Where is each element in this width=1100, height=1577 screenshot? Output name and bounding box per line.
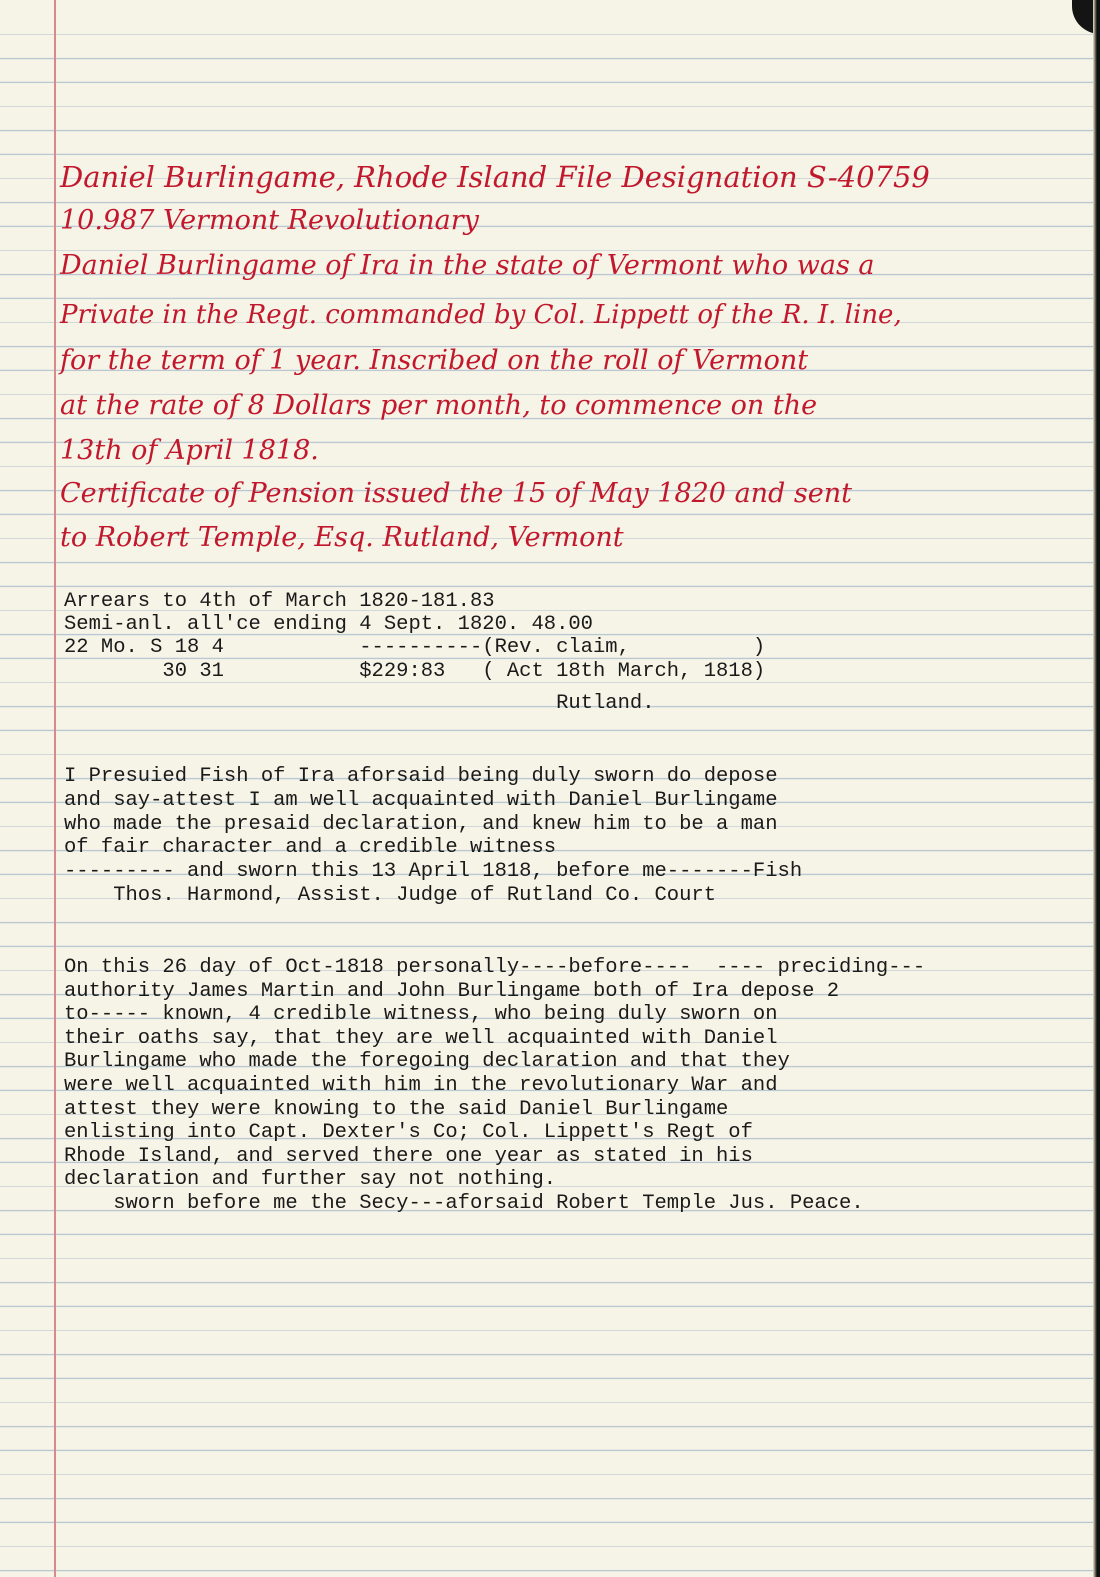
handwritten-line: at the rate of 8 Dollars per month, to commence on the xyxy=(60,390,818,421)
typed-line: I Presuied Fish of Ira aforsaid being duly sworn do depose xyxy=(64,765,778,788)
typed-line: authority James Martin and John Burlingame both of Ira depose 2 xyxy=(64,980,840,1003)
typed-line: were well acquainted with him in the revolutionary War and xyxy=(64,1074,778,1097)
typed-line: --------- and sworn this 13 April 1818, before me-------Fish xyxy=(64,860,803,883)
typed-line: On this 26 day of Oct-1818 personally----before---- ---- preciding--- xyxy=(64,956,926,979)
handwritten-line: 13th of April 1818. xyxy=(60,435,319,466)
typed-line: of fair character and a credible witness xyxy=(64,836,557,859)
handwritten-line: 10.987 Vermont Revolutionary xyxy=(60,205,479,236)
handwritten-line: Private in the Regt. commanded by Col. Lippett of the R. I. line, xyxy=(60,300,902,330)
typed-line: Rhode Island, and served there one year as stated in his xyxy=(64,1145,753,1168)
typed-line: Arrears to 4th of March 1820-181.83 xyxy=(64,590,495,613)
typed-line: their oaths say, that they are well acquainted with Daniel xyxy=(64,1027,778,1050)
handwritten-heading: Daniel Burlingame, Rhode Island File Designation S-40759 xyxy=(60,160,930,194)
typed-line: and say-attest I am well acquainted with Daniel Burlingame xyxy=(64,789,778,812)
typed-line: attest they were knowing to the said Daniel Burlingame xyxy=(64,1098,729,1121)
handwritten-line: Daniel Burlingame of Ira in the state of Vermont who was a xyxy=(60,250,875,281)
typed-line: 22 Mo. S 18 4 ----------(Rev. claim, ) xyxy=(64,636,766,659)
typed-line: sworn before me the Secy---aforsaid Robert Temple Jus. Peace. xyxy=(64,1192,864,1215)
typed-line: Burlingame who made the foregoing declaration and that they xyxy=(64,1050,790,1073)
handwritten-line: for the term of 1 year. Inscribed on the roll of Vermont xyxy=(60,345,809,376)
typed-line: enlisting into Capt. Dexter's Co; Col. Lippett's Regt of xyxy=(64,1121,753,1144)
typed-line: who made the presaid declaration, and knew him to be a man xyxy=(64,813,778,836)
page-edge xyxy=(1093,0,1100,1577)
typed-line: declaration and further say not nothing. xyxy=(64,1168,557,1191)
typed-line: Semi-anl. all'ce ending 4 Sept. 1820. 48.00 xyxy=(64,613,593,636)
handwritten-line: Certificate of Pension issued the 15 of May 1820 and sent xyxy=(60,478,852,509)
handwritten-line: to Robert Temple, Esq. Rutland, Vermont xyxy=(60,522,624,553)
typed-line: to----- known, 4 credible witness, who being duly sworn on xyxy=(64,1003,778,1026)
typed-line: 30 31 $229:83 ( Act 18th March, 1818) xyxy=(64,660,766,683)
typed-line: Rutland. xyxy=(64,692,655,715)
typed-line: Thos. Harmond, Assist. Judge of Rutland Co. Court xyxy=(64,884,717,907)
margin-rule xyxy=(54,0,56,1577)
